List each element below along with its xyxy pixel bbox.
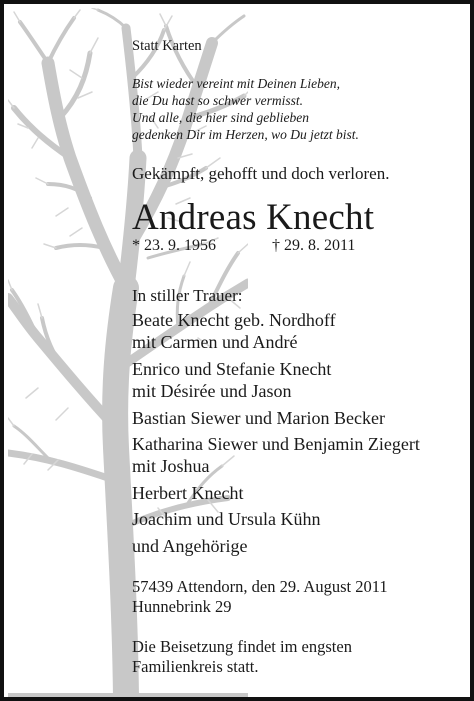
address-line-1: 57439 Attendorn, den 29. August 2011: [132, 577, 388, 596]
mourner-line: Bastian Siewer und Marion Becker: [132, 408, 385, 428]
mourner-line: mit Désirée und Jason: [132, 381, 292, 401]
death-date: † 29. 8. 2011: [272, 237, 356, 254]
mourners-heading: In stiller Trauer:: [132, 286, 243, 305]
mourner-line: mit Joshua: [132, 456, 210, 476]
mourner-line: Herbert Knecht: [132, 483, 244, 503]
deceased-name: Andreas Knecht: [132, 197, 375, 238]
poem-line-2: die Du hast so schwer vermisst.: [132, 93, 303, 108]
poem-line-1: Bist wieder vereint mit Deinen Lieben,: [132, 76, 340, 91]
mourner-line: Katharina Siewer und Benjamin Ziegert: [132, 434, 420, 454]
address-line-2: Hunnebrink 29: [132, 597, 232, 616]
birth-date: * 23. 9. 1956: [132, 237, 216, 254]
poem-line-3: Und alle, die hier sind geblieben: [132, 110, 309, 125]
header-text: Statt Karten: [132, 38, 202, 54]
mourner-line: und Angehörige: [132, 536, 248, 556]
poem-line-4: gedenken Dir im Herzen, wo Du jetzt bist.: [132, 127, 359, 142]
mourner-line: mit Carmen und André: [132, 332, 298, 352]
mourner-line: Joachim und Ursula Kühn: [132, 509, 321, 529]
funeral-note-line-1: Die Beisetzung findet im engsten: [132, 637, 352, 656]
mourner-line: Beate Knecht geb. Nordhoff: [132, 310, 336, 330]
mourner-line: Enrico und Stefanie Knecht: [132, 359, 332, 379]
tagline: Gekämpft, gehofft und doch verloren.: [132, 164, 390, 183]
funeral-note-line-2: Familienkreis statt.: [132, 657, 259, 676]
